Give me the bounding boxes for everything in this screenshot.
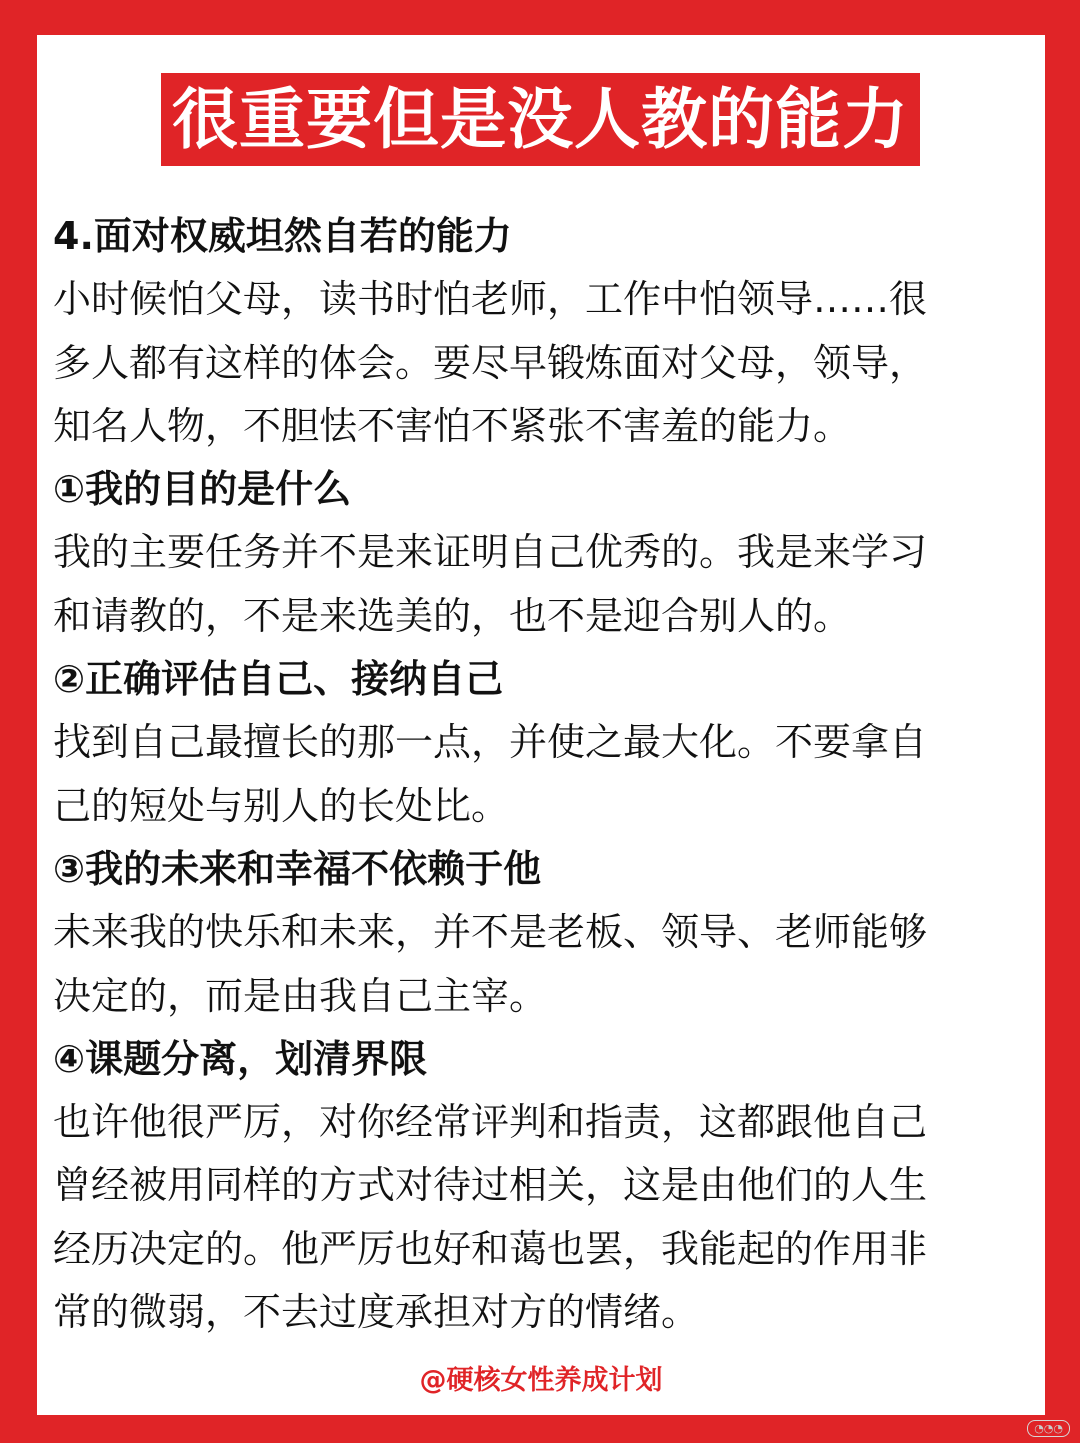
paragraph-line: 知名人物，不胆怯不害怕不紧张不害羞的能力。 [53, 403, 852, 448]
paragraph-line: 也许他很严厉，对你经常评判和指责，这都跟他自己 [53, 1100, 928, 1145]
paragraph-line: 经历决定的。他严厉也好和蔼也罢，我能起的作用非 [53, 1226, 928, 1271]
paragraph-line: 己的短处与别人的长处比。 [53, 783, 510, 828]
paragraph-line: 决定的，而是由我自己主宰。 [53, 973, 548, 1018]
page-title: 很重要但是没人教的能力 [172, 80, 909, 158]
paragraph-line: 未来我的快乐和未来，并不是老板、领导、老师能够 [53, 910, 928, 955]
paragraph-line: 找到自己最擅长的那一点，并使之最大化。不要拿自 [53, 720, 928, 765]
point-heading-2: ②正确评估自己、接纳自己 [53, 657, 504, 702]
paragraph-line: 常的微弱，不去过度承担对方的情绪。 [53, 1290, 700, 1335]
article-body [53, 205, 1037, 1344]
point-heading-1: ①我的目的是什么 [53, 467, 352, 512]
paragraph-line: 曾经被用同样的方式对待过相关，这是由他们的人生 [53, 1163, 928, 1208]
content-card [37, 35, 1045, 1415]
watermark-logo: ◔◔◔ [1027, 1420, 1070, 1437]
section-heading: 4.面对权威坦然自若的能力 [53, 214, 512, 258]
point-heading-4: ④课题分离，划清界限 [53, 1036, 428, 1081]
paragraph-line: 和请教的，不是来选美的，也不是迎合别人的。 [53, 593, 852, 638]
title-banner [161, 73, 920, 166]
paragraph-line: 小时候怕父母，读书时怕老师，工作中怕领导……很 [53, 277, 928, 322]
paragraph-line: 多人都有这样的体会。要尽早锻炼面对父母，领导， [53, 340, 928, 385]
author-handle: @硬核女性养成计划 [419, 1365, 663, 1396]
paragraph-line: 我的主要任务并不是来证明自己优秀的。我是来学习 [53, 530, 928, 575]
point-heading-3: ③我的未来和幸福不依赖于他 [53, 846, 542, 891]
